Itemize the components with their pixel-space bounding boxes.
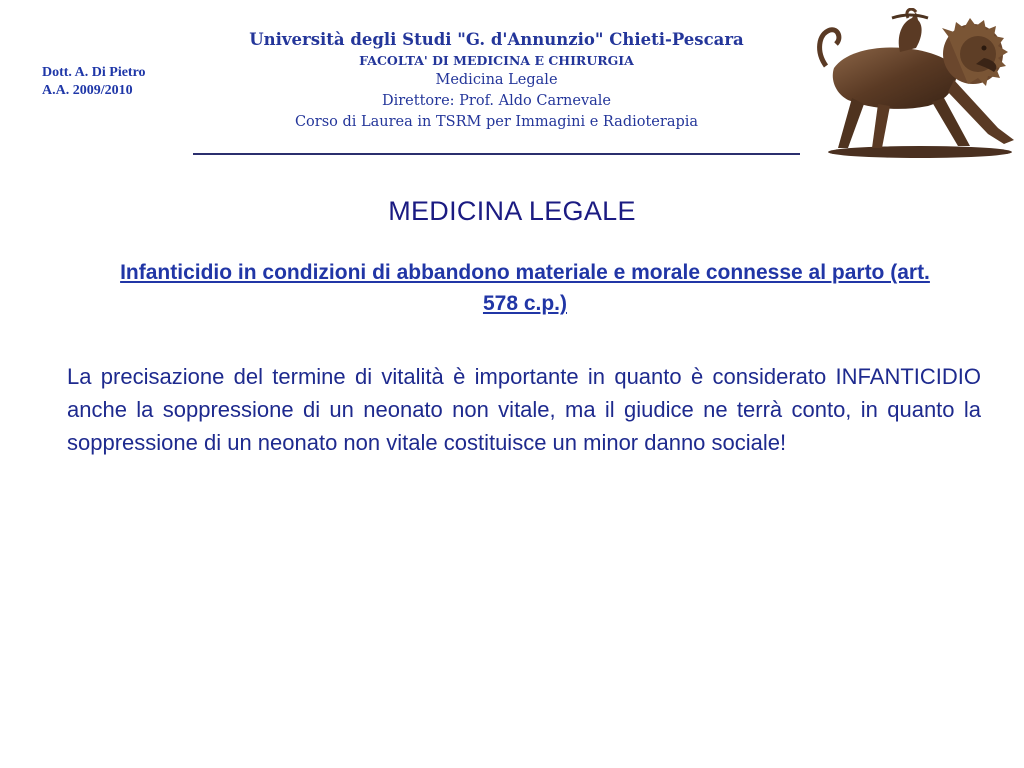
university-name: Università degli Studi "G. d'Annunzio" Chieti-Pescara xyxy=(249,30,744,49)
slide-subtitle: Infanticidio in condizioni di abbandono materiale e morale connesse al parto (art. 578 c.p.) xyxy=(120,261,930,315)
chimera-of-arezzo-icon xyxy=(808,8,1018,160)
department-name: Medicina Legale xyxy=(435,72,558,88)
institution-header xyxy=(193,28,800,133)
course-name: Corso di Laurea in TSRM per Immagini e Radioterapia xyxy=(294,114,699,130)
slide-title: MEDICINA LEGALE xyxy=(388,196,636,226)
header-divider xyxy=(193,153,800,155)
slide-paragraph: La precisazione del termine di vitalità è importante in quanto è considerato INFANTICIDIO anche la soppressione di un neonato non vitale, ma il giudice ne terrà conto, in quanto la soppressione di un neonato non vitale costituisce un minor danno sociale! xyxy=(67,364,981,455)
author-note xyxy=(42,64,146,100)
academic-year: A.A. 2009/2010 xyxy=(42,83,133,98)
director-name: Direttore: Prof. Aldo Carnevale xyxy=(381,93,612,109)
faculty-name: FACOLTA' DI MEDICINA E CHIRURGIA xyxy=(359,53,634,68)
author-name: Dott. A. Di Pietro xyxy=(42,65,146,80)
